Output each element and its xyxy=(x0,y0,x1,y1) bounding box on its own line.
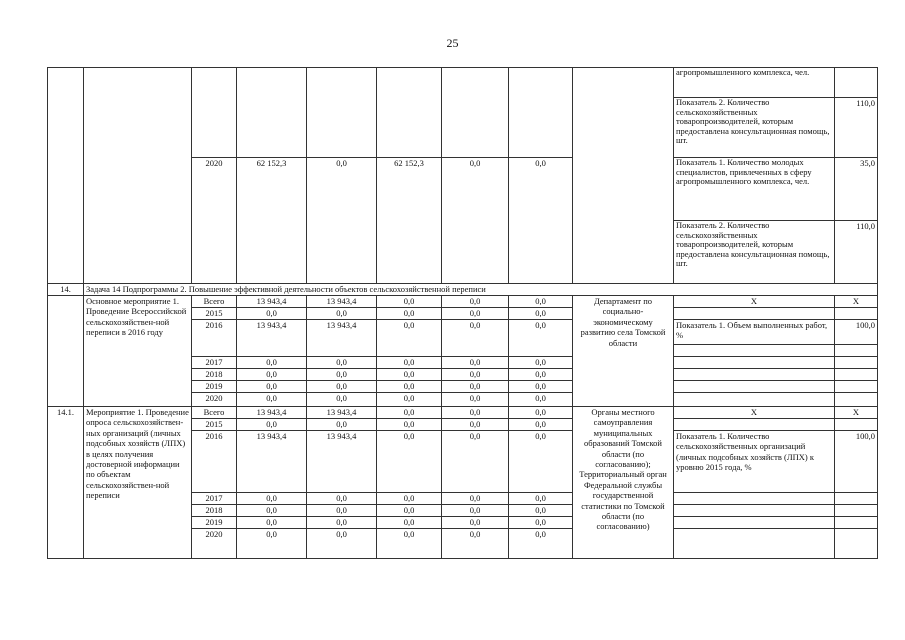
x-mark: X xyxy=(674,296,835,308)
value-cell: 0,0 xyxy=(377,517,442,529)
value-cell: 0,0 xyxy=(509,529,573,559)
value-cell: 0,0 xyxy=(509,505,573,517)
value-cell: 0,0 xyxy=(442,493,509,505)
x-mark: X xyxy=(674,407,835,419)
value-cell: 0,0 xyxy=(377,381,442,393)
value-cell: 0,0 xyxy=(509,158,573,284)
page-number: 25 xyxy=(446,36,459,50)
event-name: Мероприятие 1. Проведение опроса сельскохозяйствен-ных организаций (личных подсобных хозяйств (ЛПХ) в целях получения достоверной информации по объектам сельскохозяйствен-ной переписи xyxy=(84,407,192,559)
value-cell: 0,0 xyxy=(509,431,573,493)
value-cell: 0,0 xyxy=(509,493,573,505)
value-cell: 0,0 xyxy=(237,393,307,407)
value-cell: 0,0 xyxy=(377,505,442,517)
value-cell: 0,0 xyxy=(509,517,573,529)
value-cell: 0,0 xyxy=(377,407,442,419)
value-cell: 0,0 xyxy=(442,393,509,407)
indicator-text: Показатель 2. Количество сельскохозяйственных товаропроизводителей, которым предоставлена консультационная помощь, шт. xyxy=(674,221,835,284)
value-cell: 0,0 xyxy=(442,357,509,369)
indicator-value: 35,0 xyxy=(835,158,878,221)
value-cell: 0,0 xyxy=(442,296,509,308)
value-cell: 0,0 xyxy=(307,369,377,381)
value-cell: 0,0 xyxy=(307,381,377,393)
value-cell: 13 943,4 xyxy=(307,296,377,308)
event-number: 14.1. xyxy=(48,407,84,559)
year-cell: Всего xyxy=(192,296,237,308)
task-number: 14. xyxy=(48,284,84,296)
year-cell: Всего xyxy=(192,407,237,419)
value-cell: 0,0 xyxy=(237,419,307,431)
value-cell: 0,0 xyxy=(307,308,377,320)
year-cell: 2019 xyxy=(192,517,237,529)
year-cell: 2016 xyxy=(192,320,237,357)
program-table xyxy=(47,67,878,559)
value-cell: 0,0 xyxy=(377,431,442,493)
value-cell: 0,0 xyxy=(377,357,442,369)
value-cell: 0,0 xyxy=(509,296,573,308)
executor: Департамент по социально-экономическому развитию села Томской области xyxy=(573,296,674,407)
value-cell: 0,0 xyxy=(237,505,307,517)
indicator-text: Показатель 1. Количество молодых специалистов, привлеченных в сферу агропромышленного комплекса, чел. xyxy=(674,158,835,221)
value-cell: 13 943,4 xyxy=(237,407,307,419)
value-cell: 0,0 xyxy=(307,158,377,284)
value-cell: 0,0 xyxy=(307,393,377,407)
year-cell: 2019 xyxy=(192,381,237,393)
value-cell: 0,0 xyxy=(442,158,509,284)
year-cell: 2017 xyxy=(192,493,237,505)
task-row xyxy=(48,284,878,296)
value-cell: 0,0 xyxy=(442,369,509,381)
value-cell: 0,0 xyxy=(237,308,307,320)
value-cell: 0,0 xyxy=(237,369,307,381)
value-cell: 0,0 xyxy=(442,431,509,493)
value-cell: 13 943,4 xyxy=(307,407,377,419)
value-cell: 0,0 xyxy=(377,529,442,559)
value-cell: 0,0 xyxy=(442,308,509,320)
indicator-text: Показатель 2. Количество сельскохозяйственных товаропроизводителей, которым предоставлена консультационная помощь, шт. xyxy=(674,98,835,158)
value-cell: 13 943,4 xyxy=(307,431,377,493)
year-cell: 2020 xyxy=(192,393,237,407)
value-cell: 62 152,3 xyxy=(237,158,307,284)
value-cell: 0,0 xyxy=(509,419,573,431)
value-cell: 0,0 xyxy=(509,407,573,419)
value-cell: 0,0 xyxy=(377,493,442,505)
value-cell: 0,0 xyxy=(377,419,442,431)
indicator-text: агропромышленного комплекса, чел. xyxy=(674,68,835,98)
value-cell: 0,0 xyxy=(307,529,377,559)
executor: Органы местного самоуправления муниципальных образований Томской области (по согласованию); Территориальный орган Федеральной службы государственной статистики по Томской области (по согласованию) xyxy=(573,407,674,559)
value-cell: 0,0 xyxy=(237,517,307,529)
value-cell: 0,0 xyxy=(237,381,307,393)
value-cell: 0,0 xyxy=(442,407,509,419)
value-cell: 0,0 xyxy=(307,493,377,505)
year-cell: 2018 xyxy=(192,369,237,381)
table-row xyxy=(48,296,878,308)
value-cell: 0,0 xyxy=(307,419,377,431)
year-cell: 2017 xyxy=(192,357,237,369)
value-cell: 0,0 xyxy=(307,517,377,529)
value-cell: 0,0 xyxy=(237,357,307,369)
indicator-text: Показатель 1. Количество сельскохозяйственных организаций (личных подсобных хозяйств (ЛПХ) к уровню 2015 года, % xyxy=(674,431,835,493)
value-cell: 0,0 xyxy=(442,320,509,357)
value-cell: 13 943,4 xyxy=(307,320,377,357)
value-cell: 0,0 xyxy=(509,393,573,407)
year-cell: 2018 xyxy=(192,505,237,517)
x-mark: X xyxy=(835,296,878,308)
value-cell: 0,0 xyxy=(509,369,573,381)
value-cell: 0,0 xyxy=(442,381,509,393)
indicator-text: Показатель 1. Объем выполненных работ, % xyxy=(674,320,835,345)
value-cell: 0,0 xyxy=(509,308,573,320)
task-title: Задача 14 Подпрограммы 2. Повышение эффективной деятельности объектов сельскохозяйственной переписи xyxy=(84,284,878,296)
event-name: Основное мероприятие 1. Проведение Всероссийской сельскохозяйствен-ной переписи в 2016 году xyxy=(84,296,192,407)
year-cell: 2015 xyxy=(192,419,237,431)
value-cell: 0,0 xyxy=(509,320,573,357)
x-mark: X xyxy=(835,407,878,419)
value-cell: 0,0 xyxy=(307,505,377,517)
value-cell: 0,0 xyxy=(377,369,442,381)
value-cell: 62 152,3 xyxy=(377,158,442,284)
value-cell: 0,0 xyxy=(442,517,509,529)
indicator-value: 110,0 xyxy=(835,221,878,284)
indicator-value: 100,0 xyxy=(835,320,878,345)
value-cell: 0,0 xyxy=(307,357,377,369)
table-row xyxy=(48,68,878,98)
value-cell: 0,0 xyxy=(377,393,442,407)
value-cell: 0,0 xyxy=(442,505,509,517)
value-cell: 0,0 xyxy=(509,381,573,393)
value-cell: 0,0 xyxy=(377,320,442,357)
value-cell: 13 943,4 xyxy=(237,431,307,493)
value-cell: 0,0 xyxy=(237,529,307,559)
year-cell: 2020 xyxy=(192,158,237,284)
value-cell: 13 943,4 xyxy=(237,296,307,308)
value-cell: 13 943,4 xyxy=(237,320,307,357)
value-cell: 0,0 xyxy=(442,419,509,431)
year-cell: 2020 xyxy=(192,529,237,559)
indicator-value: 110,0 xyxy=(835,98,878,158)
indicator-value: 100,0 xyxy=(835,431,878,493)
year-cell: 2015 xyxy=(192,308,237,320)
value-cell: 0,0 xyxy=(509,357,573,369)
year-cell: 2016 xyxy=(192,431,237,493)
value-cell: 0,0 xyxy=(377,296,442,308)
table-row xyxy=(48,407,878,419)
value-cell: 0,0 xyxy=(237,493,307,505)
value-cell: 0,0 xyxy=(377,308,442,320)
value-cell: 0,0 xyxy=(442,529,509,559)
